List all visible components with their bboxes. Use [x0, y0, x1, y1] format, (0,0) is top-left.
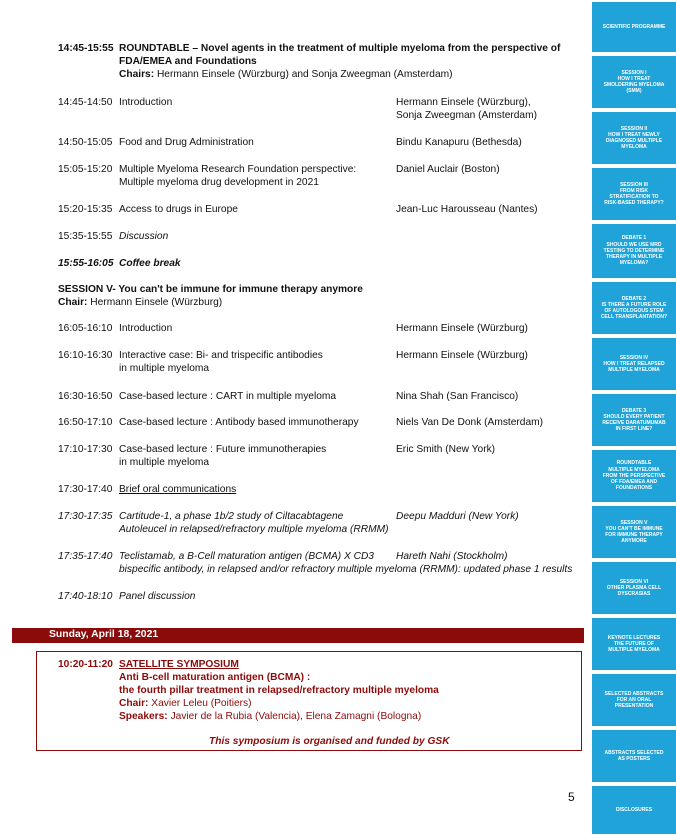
page-number: 5 [568, 790, 575, 804]
symposium-chair: Chair: Xavier Leleu (Poitiers) [119, 698, 252, 709]
roundtable-title-line2: FDA/EMEA and Foundations [119, 56, 257, 67]
sidebar-item-debate-2[interactable]: DEBATE 2 IS THERE A FUTURE ROLE OF AUTOLOGOUS STEM CELL TRANSPLANTATION? [592, 282, 676, 334]
programme-page: 14:45-15:55 ROUNDTABLE – Novel agents in the treatment of multiple myeloma from the perspective of FDA/EMEA and Foundations Chairs: Hermann Einsele (Würzburg) and Sonja Zweegman (Amsterdam) 14:45-14:50 Introduction Hermann Einsele (Würzburg), Sonja Zweegman (Amsterdam) 14:50-15:05 Food and Drug Administration Bindu Kanapuru (Bethesda) 15:05-15:20 Multiple Myeloma Research Foundation perspective: Daniel Auclair (Boston) Multiple myeloma drug development in 2021 15:20-15:35 Access to drugs in Europe Jean-Luc Harousseau (Nantes) 15:35-15:55 Discussion 15:55-16:05 Coffee break SESSION V- You can't be immune for immune therapy anymore Chair: Hermann Einsele (Würzburg) 16:05-16:10 Introduction Hermann Einsele (Würzburg) 16:10-16:30 Interactive case: Bi- and trispecific antibodies Hermann Einsele (Würzburg) in multiple myeloma 16:30-16:50 Case-based lecture : CART in multiple myeloma Nina Shah (San Francisco) 16:50-17:10 Case-based lecture : Antibody based immunotherapy Niels Van De Donk (Amsterdam) 17:10-17:30 Case-based lecture : Future immunotherapies Eric Smith (New York) in multiple myeloma 17:30-17:40 Brief oral communications 17:30-17:35 Cartitude-1, a phase 1b/2 study of Ciltacabtagene Deepu Madduri (New York) Autoleucel in relapsed/refractory multiple myeloma (RRMM) 17:35-17:40 Teclistamab, a B-Cell maturation antigen (BCMA) X CD3 Hareth Nahi (Stockholm) bispecific antibody, in relapsed and/or refractory multiple myeloma (RRMM): updated phase 1 results 17:40-18:10 Panel discussion Sunday, April 18, 2021 10:20-11:20 SATELLITE SYMPOSIUM Anti B-cell maturation antigen (BCMA) : the fourth pillar treatment in relapsed/refractory multiple myeloma Chair: Xavier Leleu (Poitiers) Speakers: Javier de la Rubia (Valencia), Elena Zamagni (Bologna) This symposium is organised and funded by GSK 5 [0, 0, 592, 836]
day-label: Sunday, April 18, 2021 [49, 629, 159, 640]
sidebar-item-session-5[interactable]: SESSION V YOU CAN'T BE IMMUNE FOR IMMUNE THERAPY ANYMORE [592, 506, 676, 558]
symposium-note: This symposium is organised and funded by GSK [209, 736, 450, 747]
sidebar-item-session-2[interactable]: SESSION II HOW I TREAT NEWLY DIAGNOSED MULTIPLE MYELOMA [592, 112, 676, 164]
roundtable-chairs: Chairs: Hermann Einsele (Würzburg) and Sonja Zweegman (Amsterdam) [119, 69, 453, 80]
symposium-speakers: Speakers: Javier de la Rubia (Valencia), Elena Zamagni (Bologna) [119, 711, 422, 722]
session-title: SESSION V- You can't be immune for immune therapy anymore [58, 284, 363, 295]
sidebar-item-session-4[interactable]: SESSION IV HOW I TREAT RELAPSED MULTIPLE MYELOMA [592, 338, 676, 390]
symposium-title-line2: the fourth pillar treatment in relapsed/refractory multiple myeloma [119, 685, 439, 696]
symposium-label: SATELLITE SYMPOSIUM [119, 659, 239, 670]
roundtable-time: 14:45-15:55 [58, 43, 114, 54]
sidebar-item-selected-abstracts[interactable]: SELECTED ABSTRACTS FOR AN ORAL PRESENTATION [592, 674, 676, 726]
sidebar-item-session-3[interactable]: SESSION III FROM RISK STRATIFICATION TO RISK-BASED THERAPY? [592, 168, 676, 220]
session-chair: Chair: Hermann Einsele (Würzburg) [58, 297, 223, 308]
sidebar-item-posters[interactable]: ABSTRACTS SELECTED AS POSTERS [592, 730, 676, 782]
satellite-symposium-box [36, 651, 582, 751]
sidebar-item-keynote-lectures[interactable]: KEYNOTE LECTURES THE FUTURE OF MULTIPLE MYELOMA [592, 618, 676, 670]
sidebar-item-disclosures[interactable]: DISCLOSURES [592, 786, 676, 834]
sidebar-item-session-6[interactable]: SESSION VI OTHER PLASMA CELL DYSCRASIAS [592, 562, 676, 614]
sidebar-item-roundtable[interactable]: ROUNDTABLE MULTIPLE MYELOMA FROM THE PERSPECTIVE OF FDA/EMEA AND FOUNDATIONS [592, 450, 676, 502]
day-band [12, 628, 584, 643]
sidebar-item-debate-1[interactable]: DEBATE 1 SHOULD WE USE MRD TESTING TO DETERMINE THERAPY IN MULTIPLE MYELOMA? [592, 224, 676, 278]
sidebar-item-debate-3[interactable]: DEBATE 3 SHOULD EVERY PATIENT RECEIVE DARATUMUMAB IN FIRST LINE? [592, 394, 676, 446]
sidebar-item-session-1[interactable]: SESSION I HOW I TREAT SMOLDERING MYELOMA (SMM) [592, 56, 676, 108]
roundtable-title-line1: ROUNDTABLE – Novel agents in the treatment of multiple myeloma from the perspective of [119, 43, 561, 54]
symposium-time: 10:20-11:20 [58, 659, 113, 670]
symposium-title-line1: Anti B-cell maturation antigen (BCMA) : [119, 672, 311, 683]
sidebar-item-scientific-programme[interactable]: SCIENTIFIC PROGRAMME [592, 2, 676, 52]
section-sidebar [592, 0, 676, 836]
